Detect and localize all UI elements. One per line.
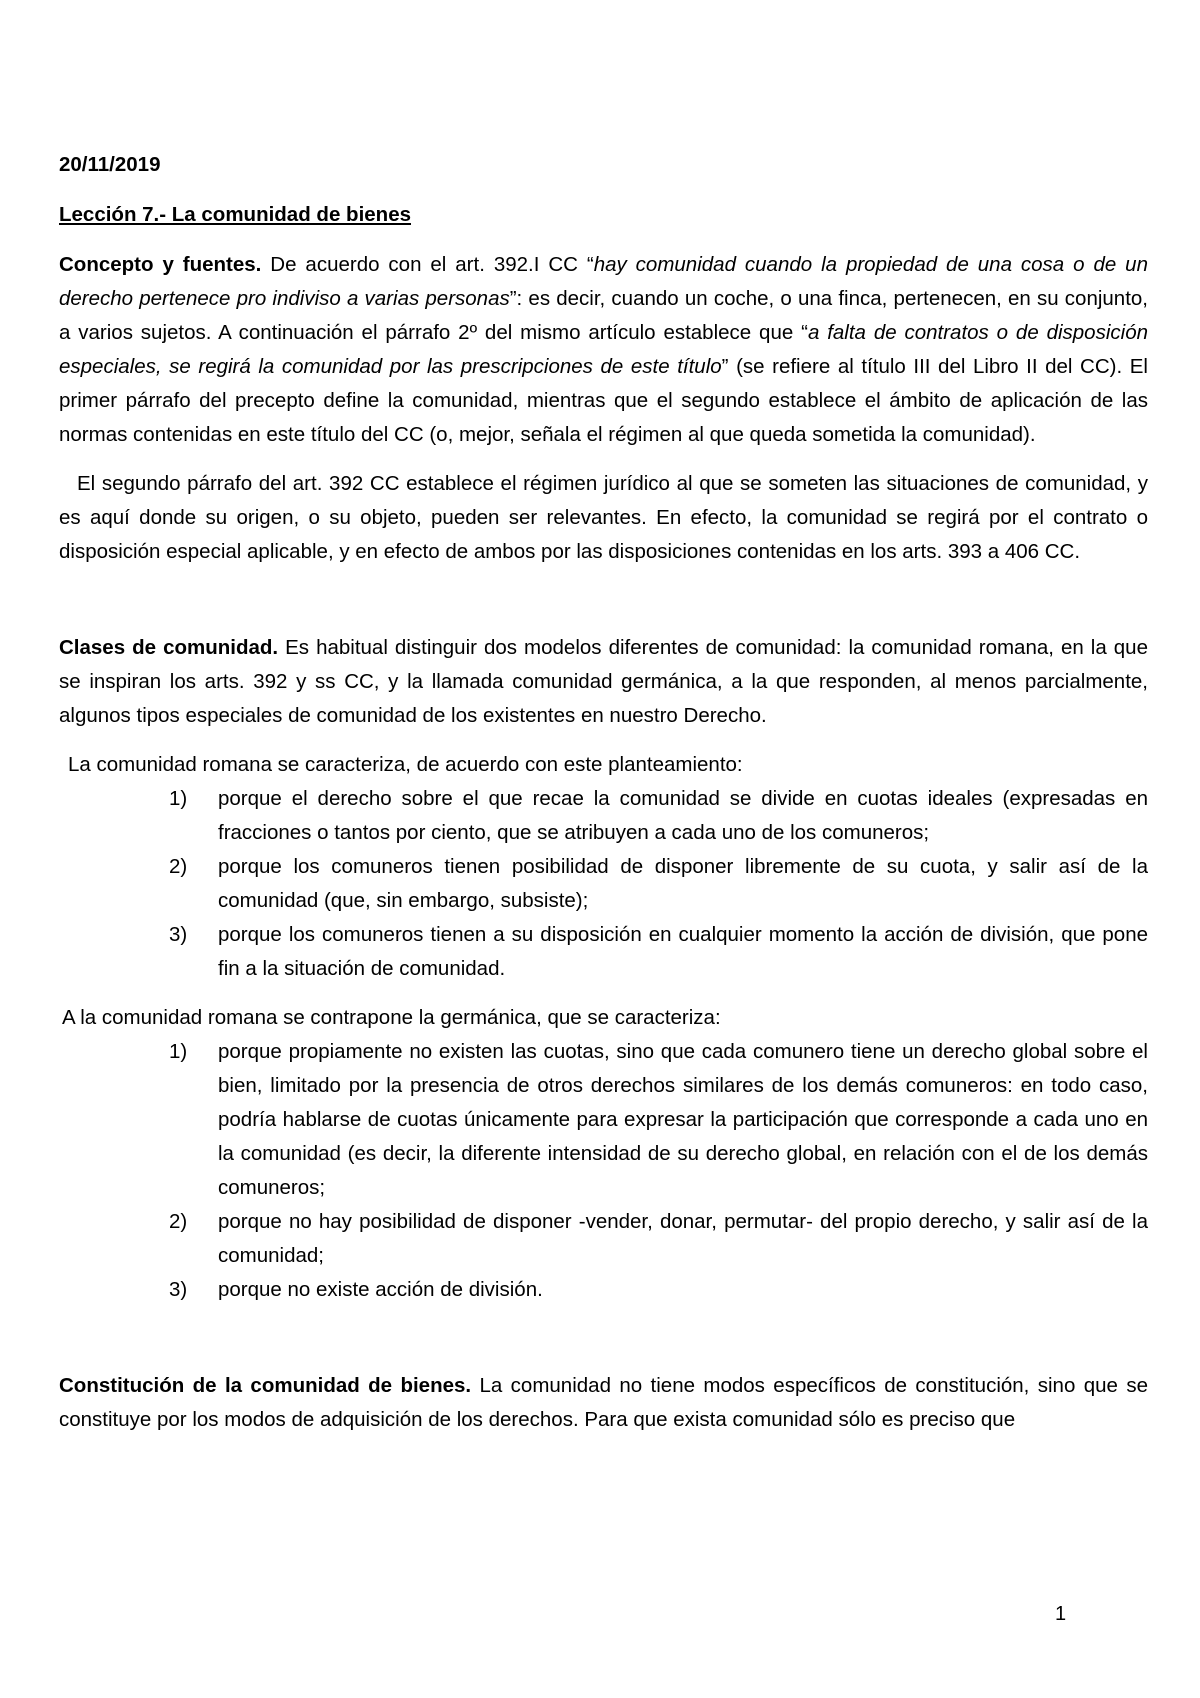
germanica-intro: A la comunidad romana se contrapone la germánica, que se caracteriza: bbox=[62, 1006, 721, 1029]
list-item-number: 3) bbox=[169, 1278, 188, 1301]
list-item bbox=[59, 918, 1148, 986]
concepto-quote-a: hay comunidad cuando la propiedad de una cosa o de un derecho pertenece pro indiviso a varias personas bbox=[59, 253, 1148, 310]
list-item-number: 2) bbox=[169, 1210, 188, 1233]
list-item bbox=[59, 1273, 1148, 1307]
list-item-number: 2) bbox=[169, 855, 188, 878]
list-item-number: 3) bbox=[169, 923, 188, 946]
list-item-number: 1) bbox=[169, 1040, 188, 1063]
list-item-text: porque los comuneros tienen a su disposición en cualquier momento la acción de división, que pone fin a la situación de comunidad. bbox=[218, 923, 1148, 980]
document-body bbox=[59, 148, 1148, 1437]
concepto-text-c: ” (se refiere al título III del Libro II del CC). El primer párrafo del precepto define la comunidad, mientras que el segundo establece el ámbito de aplicación de las normas contenidas en este título del CC (o, mejor, señala el régimen al que queda sometida la comunidad). bbox=[59, 355, 1148, 446]
lesson-title: Lección 7.- La comunidad de bienes bbox=[59, 203, 411, 226]
romana-intro: La comunidad romana se caracteriza, de acuerdo con este planteamiento: bbox=[68, 753, 743, 776]
section-constitucion-paragraph bbox=[59, 1369, 1148, 1437]
list-item-text: porque no existe acción de división. bbox=[218, 1278, 543, 1301]
section-concepto-paragraph-2: El segundo párrafo del art. 392 CC establece el régimen jurídico al que se someten las situaciones de comunidad, y es aquí donde su origen, o su objeto, pueden ser relevantes. En efecto, la comunidad se regirá por el contrato o disposición especial aplicable, y en efecto de ambos por las disposiciones contenidas en los arts. 393 a 406 CC. bbox=[59, 472, 1148, 563]
list-item bbox=[59, 1035, 1148, 1205]
list-item-text: porque propiamente no existen las cuotas, sino que cada comunero tiene un derecho global sobre el bien, limitado por la presencia de otros derechos similares de los demás comuneros: en todo caso, podría hablarse de cuotas únicamente para expresar la participación que corresponde a cada uno en la comunidad (es decir, la diferente intensidad de su derecho global, en relación con el de los demás comuneros; bbox=[218, 1040, 1148, 1199]
clases-text: Es habitual distinguir dos modelos diferentes de comunidad: la comunidad romana, en la que se inspiran los arts. 392 y ss CC, y la llamada comunidad germánica, a la que responden, al menos parcialmente, algunos tipos especiales de comunidad de los existentes en nuestro Derecho. bbox=[59, 636, 1148, 727]
list-item-text: porque no hay posibilidad de disponer -vender, donar, permutar- del propio derecho, y salir así de la comunidad; bbox=[218, 1210, 1148, 1267]
concepto-text-b: ”: es decir, cuando un coche, o una finca, pertenecen, en su conjunto, a varios sujetos. A continuación el párrafo 2º del mismo artículo establece que “ bbox=[59, 287, 1148, 344]
concepto-quote-b: a falta de contratos o de disposición especiales, se regirá la comunidad por las prescripciones de este título bbox=[59, 321, 1148, 378]
list-item-text: porque el derecho sobre el que recae la comunidad se divide en cuotas ideales (expresadas en fracciones o tantos por ciento, que se atribuyen a cada uno de los comuneros; bbox=[218, 787, 1148, 844]
list-item bbox=[59, 850, 1148, 918]
list-item bbox=[59, 1205, 1148, 1273]
list-item-number: 1) bbox=[169, 787, 188, 810]
section-concepto-heading: Concepto y fuentes. bbox=[59, 253, 262, 276]
section-constitucion-heading: Constitución de la comunidad de bienes. bbox=[59, 1374, 472, 1397]
germanica-list bbox=[59, 1035, 1148, 1307]
section-clases-heading: Clases de comunidad. bbox=[59, 636, 279, 659]
document-date: 20/11/2019 bbox=[59, 153, 161, 176]
page-number: 1 bbox=[1055, 1603, 1067, 1625]
constitucion-text: La comunidad no tiene modos específicos de constitución, sino que se constituye por los modos de adquisición de los derechos. Para que exista comunidad sólo es preciso que bbox=[59, 1374, 1148, 1431]
section-clases-paragraph bbox=[59, 631, 1148, 733]
list-item-text: porque los comuneros tienen posibilidad de disponer libremente de su cuota, y salir así de la comunidad (que, sin embargo, subsiste); bbox=[218, 855, 1148, 912]
romana-list bbox=[59, 782, 1148, 986]
section-concepto-paragraph-1 bbox=[59, 248, 1148, 452]
concepto-text-a: De acuerdo con el art. 392.I CC “ bbox=[261, 253, 594, 276]
list-item bbox=[59, 782, 1148, 850]
